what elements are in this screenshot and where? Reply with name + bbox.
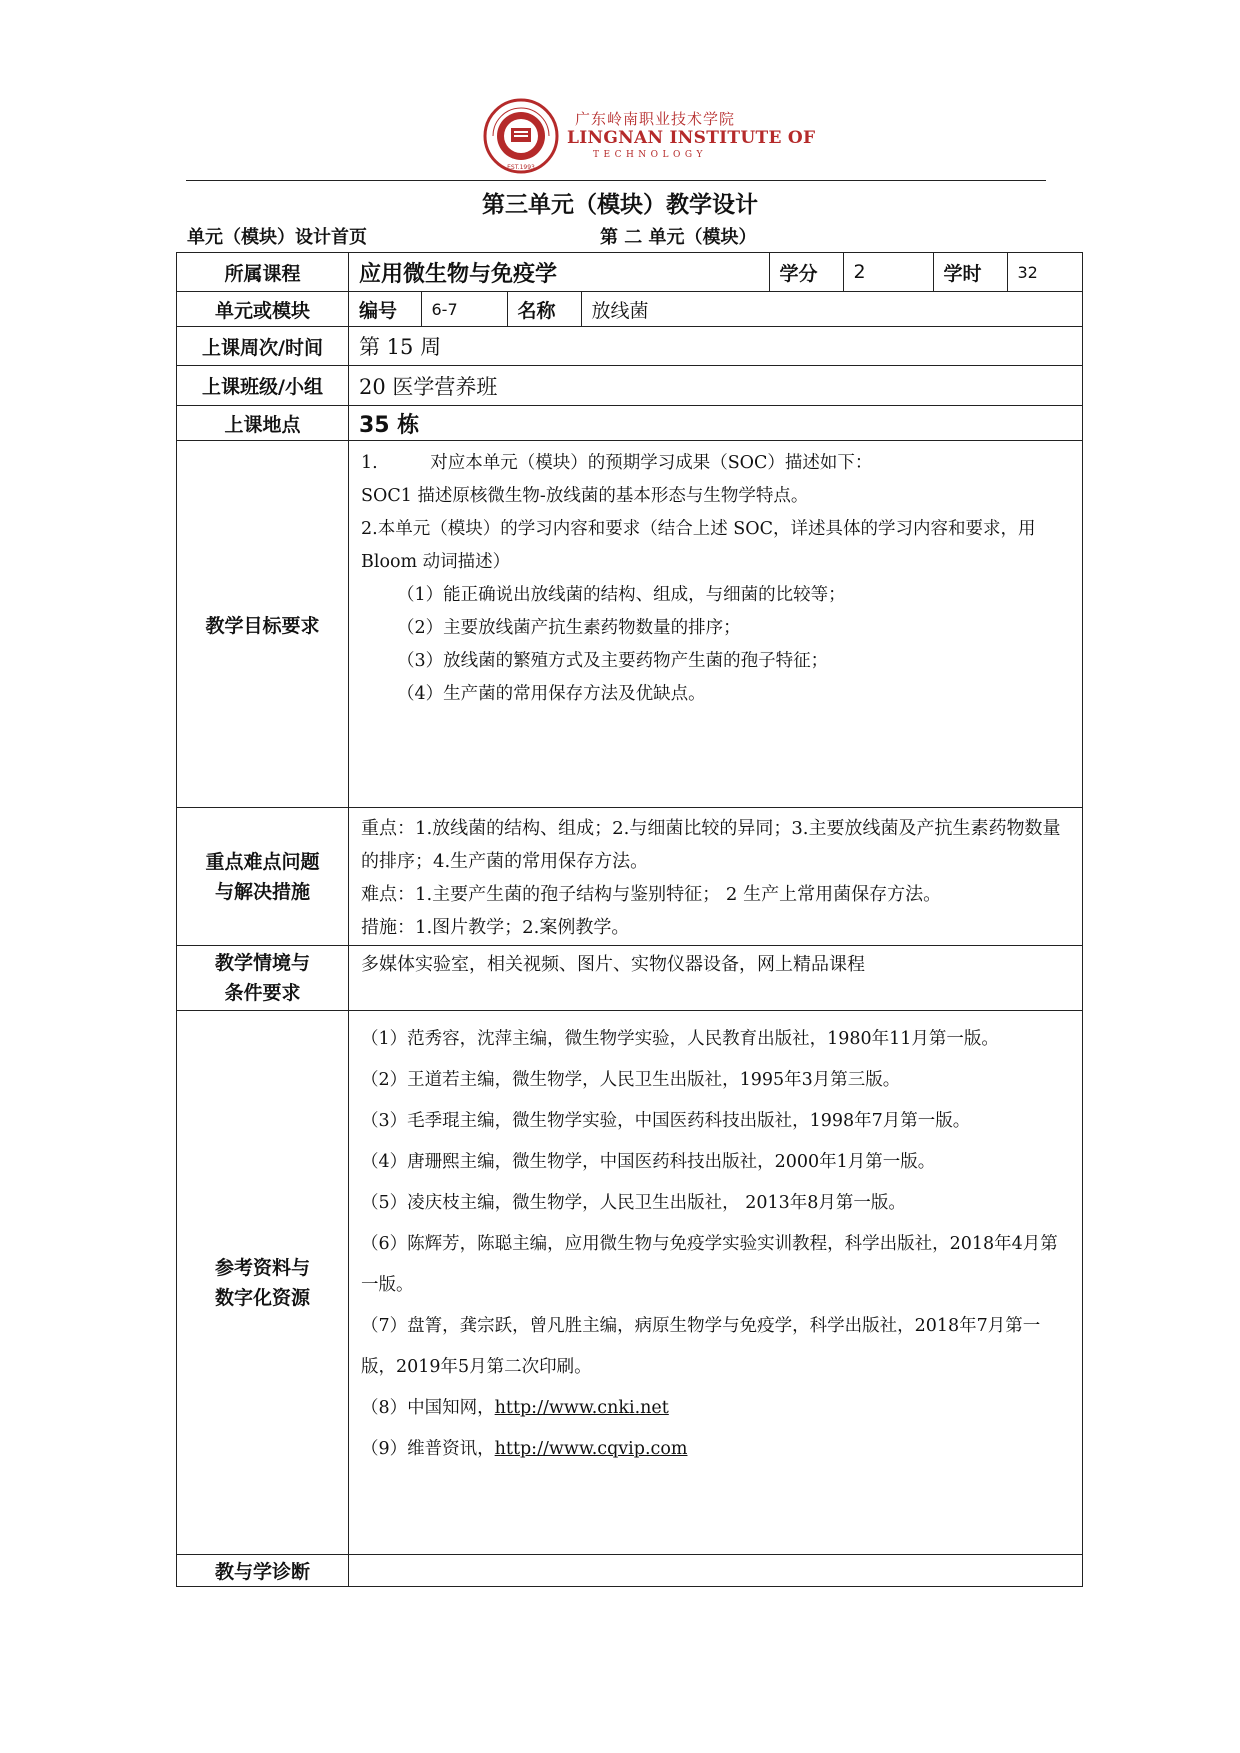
course-inner [349,253,1083,291]
goal-line-3: 2.本单元（模块）的学习内容和要求（结合上述 SOC，详述具体的学习内容和要求，用 Bloom 动词描述） [361,519,1036,572]
unit-no-value: 6-7 [421,292,507,326]
place-value: 35 栋 [349,406,1083,441]
reference-item: （7）盘箐，龚宗跃，曾凡胜主编，病原生物学与免疫学，科学出版社，2018年7月第一版，2019年5月第二次印刷。 [361,1316,1041,1377]
label-goals: 教学目标要求 [177,441,349,808]
label-keypoints-line1: 重点难点问题 [205,850,320,873]
row-goals [177,441,1083,808]
row-course [177,253,1083,292]
seal-year-text: EST.1993 [507,164,535,171]
unit-design-table [176,252,1083,1587]
diagnosis-value [349,1555,1083,1587]
row-environment [177,946,1083,1011]
credit-label: 学分 [769,253,843,291]
label-references-line2: 数字化资源 [214,1286,310,1309]
reference-link-item [361,1429,1074,1470]
difficult-points: 难点：1.主要产生菌的孢子结构与鉴别特征； 2 生产上常用菌保存方法。 [361,884,942,905]
reference-item: （3）毛季琨主编，微生物学实验，中国医药科技出版社，1998年7月第一版。 [361,1111,971,1131]
reference-link-prefix: （9）维普资讯， [361,1439,495,1459]
row-class [177,366,1083,406]
lingnan-seal-logo [483,98,559,174]
goal-item-4: （4）生产菌的常用保存方法及优缺点。 [397,684,706,704]
row-diagnosis [177,1555,1083,1587]
goal-line-2: SOC1 描述原核微生物-放线菌的基本形态与生物学特点。 [361,486,809,506]
document-title: 第三单元（模块）教学设计 [482,192,758,218]
cnki-link[interactable]: http://www.cnki.net [494,1398,669,1418]
unit-name-value: 放线菌 [581,292,1083,326]
label-environment-line1: 教学情境与 [214,952,310,974]
label-diagnosis: 教与学诊断 [177,1555,349,1587]
goal-line-1: 1. 对应本单元（模块）的预期学习成果（SOC）描述如下： [361,453,873,473]
label-keypoints [177,808,349,946]
subheader-right: 第 二 单元（模块） [600,227,757,248]
reference-item: （2）王道若主编，微生物学，人民卫生出版社，1995年3月第三版。 [361,1070,901,1090]
references-content [349,1011,1083,1555]
institute-name-en: LINGNAN INSTITUTE OF [567,128,816,148]
measures: 措施：1.图片教学；2.案例教学。 [361,917,630,938]
credit-value: 2 [843,253,933,291]
label-references [177,1011,349,1555]
subheader-left: 单元（模块）设计首页 [187,227,367,248]
key-points: 重点：1.放线菌的结构、组成；2.与细菌比较的异同；3.主要放线菌及产抗生素药物数量的排序；4.生产菌的常用保存方法。 [361,818,1061,872]
course-value: 应用微生物与免疫学 [359,261,558,287]
label-unit: 单元或模块 [177,292,349,327]
reference-item: （5）凌庆枝主编，微生物学，人民卫生出版社， 2013年8月第一版。 [361,1193,906,1213]
keypoints-content [349,808,1083,946]
goal-item-2: （2）主要放线菌产抗生素药物数量的排序； [397,618,741,638]
label-week: 上课周次/时间 [177,327,349,366]
unit-name-label: 名称 [507,292,581,326]
goals-content [349,441,1083,808]
row-place [177,406,1083,441]
label-class: 上课班级/小组 [177,366,349,406]
row-keypoints [177,808,1083,946]
institute-name-cn: 广东岭南职业技术学院 [575,110,736,128]
row-references [177,1011,1083,1555]
environment-value: 多媒体实验室，相关视频、图片、实物仪器设备，网上精品课程 [349,946,1083,1011]
label-references-line1: 参考资料与 [214,1256,310,1279]
unit-no-label: 编号 [359,299,398,322]
header-divider [186,180,1046,181]
goal-item-1: （1）能正确说出放线菌的结构、组成，与细菌的比较等； [397,585,846,605]
label-course: 所属课程 [177,253,349,292]
label-environment-line2: 条件要求 [224,982,301,1004]
week-value: 第 15 周 [349,327,1083,366]
institute-header [483,98,816,198]
reference-item: （1）范秀容，沈萍主编，微生物学实验，人民教育出版社，1980年11月第一版。 [361,1029,999,1049]
reference-item: （4）唐珊熙主编，微生物学，中国医药科技出版社，2000年1月第一版。 [361,1152,936,1172]
class-value: 20 医学营养班 [349,366,1083,406]
cqvip-link[interactable]: http://www.cqvip.com [494,1439,688,1459]
hours-label: 学时 [933,253,1007,291]
label-environment [177,946,349,1011]
hours-value: 32 [1007,253,1083,291]
goal-item-3: （3）放线菌的繁殖方式及主要药物产生菌的孢子特征； [397,651,829,671]
reference-link-prefix: （8）中国知网， [361,1398,495,1418]
institute-name-en-2: TECHNOLOGY [593,150,707,160]
label-keypoints-line2: 与解决措施 [214,880,310,903]
reference-item: （6）陈辉芳，陈聪主编，应用微生物与免疫学实验实训教程，科学出版社，2018年4月第一版。 [361,1234,1058,1295]
row-unit [177,292,1083,327]
unit-inner [349,292,1083,326]
reference-link-item [361,1388,1074,1429]
row-week [177,327,1083,366]
label-place: 上课地点 [177,406,349,441]
